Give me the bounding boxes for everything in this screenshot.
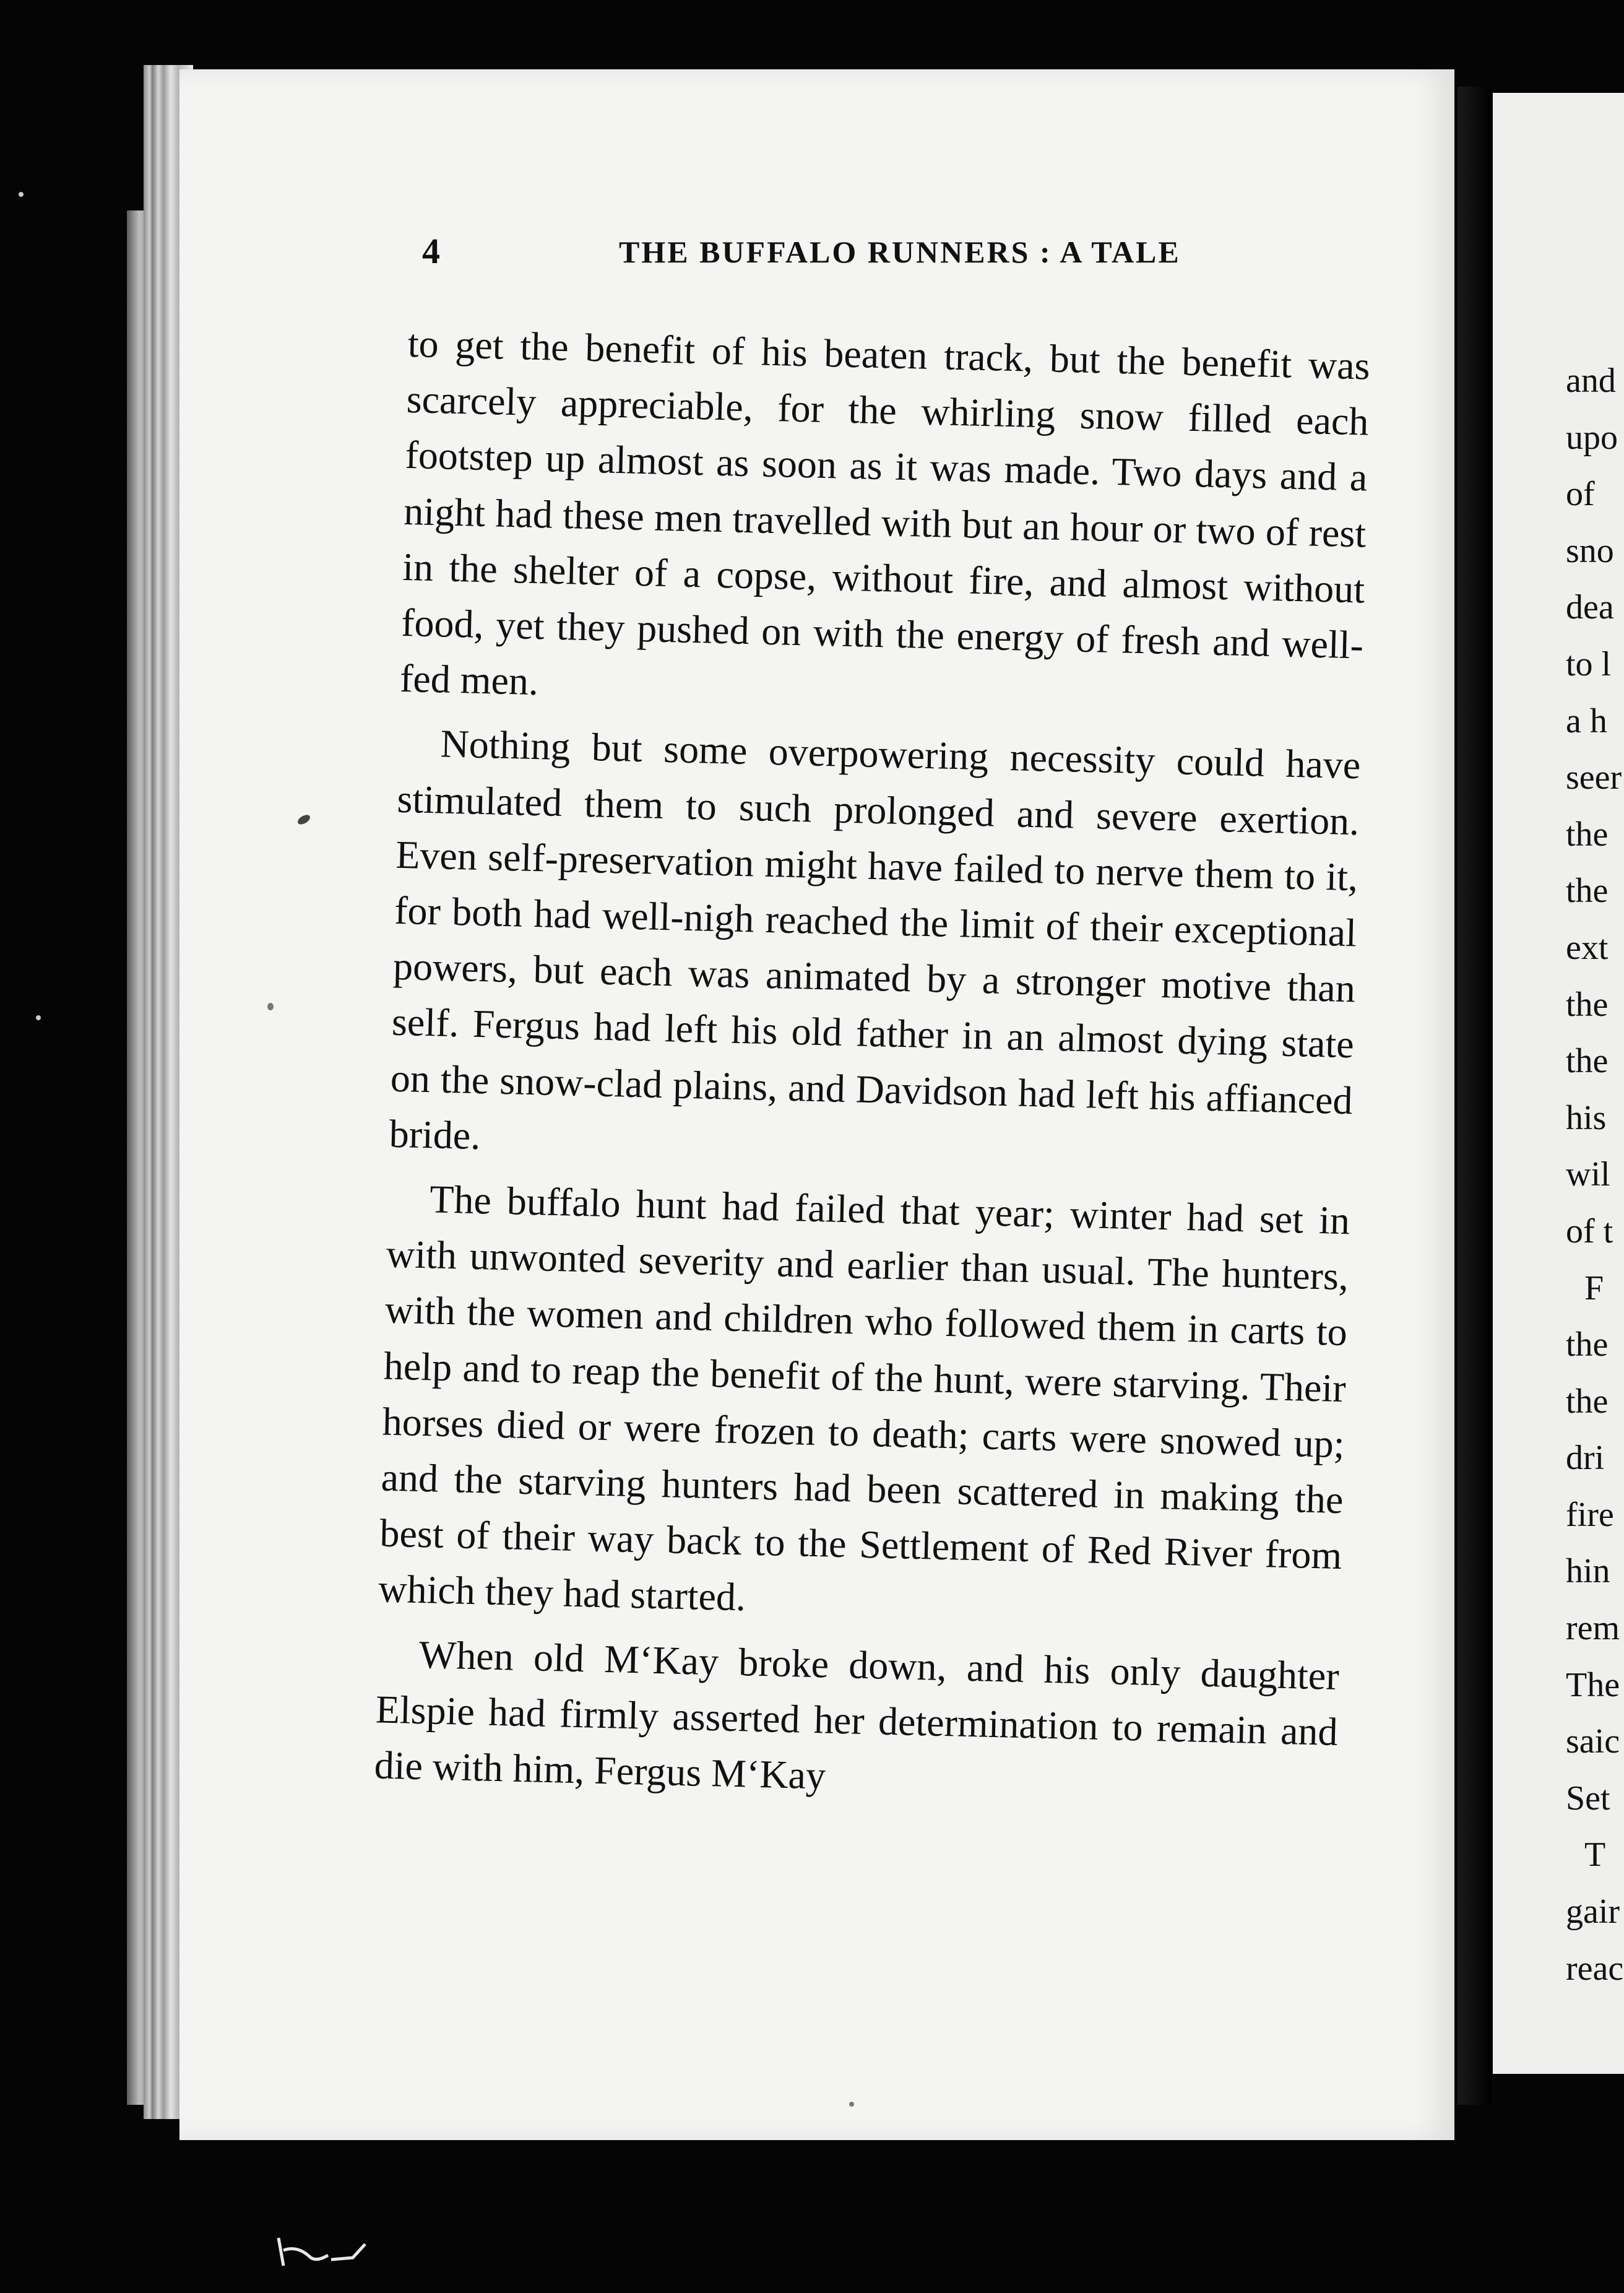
ink-speck [267,1003,274,1010]
adjacent-line: F [1584,1268,1604,1307]
adjacent-line: of [1566,475,1595,514]
adjacent-line: the [1566,815,1609,854]
ink-speck [19,192,24,197]
adjacent-line: Set [1566,1779,1610,1818]
adjacent-line: the [1566,985,1609,1024]
adjacent-line: T [1584,1836,1606,1875]
paragraph: The buffalo hunt had failed that year; winter had set in with unwonted severity and earlier than usual. The hunters, with the women and children who followed them in carts to help and to reap the benefit of the hunt, were starving. Their horses died or were frozen to death; carts were snowed up; and the starving hunters had been scattered in making the best of their way back to the Settlement of Red River from which they had started. [378,1177,1350,1619]
paragraph: Nothing but some overpowering necessity could have stimulated them to such prolonged and severe exertion. Even self-preservation might have failed to nerve them to it, for both had well-nigh reached the limit of their exceptional powers, but each was animated by a stronger motive than self. Fergus had left his old father in an almost dying state on the snow-clad plains, and Davidson had left his affianced bride. [389,721,1362,1158]
adjacent-line: upo [1566,418,1618,457]
adjacent-page-text [1566,353,1624,1997]
adjacent-line: sno [1566,531,1614,570]
body-text [374,316,1371,1816]
adjacent-line: rem [1566,1609,1620,1648]
adjacent-line: hin [1566,1552,1610,1591]
adjacent-line: dri [1566,1439,1605,1478]
adjacent-line: the [1566,872,1609,911]
adjacent-line: of t [1566,1212,1613,1251]
running-header: THE BUFFALO RUNNERS : A TALE [619,235,1181,269]
adjacent-line: his [1566,1098,1607,1137]
adjacent-line: the [1566,1042,1609,1081]
ink-speck [36,1015,41,1020]
adjacent-line: ext [1566,928,1609,967]
adjacent-line: wil [1566,1155,1610,1194]
page-number: 4 [422,231,440,271]
adjacent-line: the [1566,1325,1609,1364]
ink-speck [849,2102,854,2107]
book-gutter [1458,87,1492,2105]
adjacent-line: a h [1566,701,1607,740]
adjacent-line: seer [1566,758,1622,797]
adjacent-line: to l [1566,644,1612,683]
paragraph: to get the benefit of his beaten track, but the benefit was scarcely appreciable, for the whirling snow filled each footstep up almost as soon as it was made. Two days and a night had these men travelled with but an hour or two of rest in the shelter of a copse, without fire, and almost without food, yet they pushed on with the energy of fresh and well-fed men. [399,321,1371,704]
adjacent-line: saic [1566,1722,1620,1761]
adjacent-line: fire [1566,1495,1614,1534]
pencil-mark [272,2232,378,2269]
adjacent-line: dea [1566,588,1614,627]
adjacent-line: the [1566,1382,1609,1421]
adjacent-line: reac [1566,1949,1624,1988]
adjacent-line: and [1566,362,1616,400]
adjacent-line: gair [1566,1892,1620,1931]
adjacent-line: The [1566,1665,1620,1704]
paragraph: When old M‘Kay broke down, and his only daughter Elspie had firmly asserted her determination to remain and die with him, Fergus M‘Kay [373,1632,1340,1798]
